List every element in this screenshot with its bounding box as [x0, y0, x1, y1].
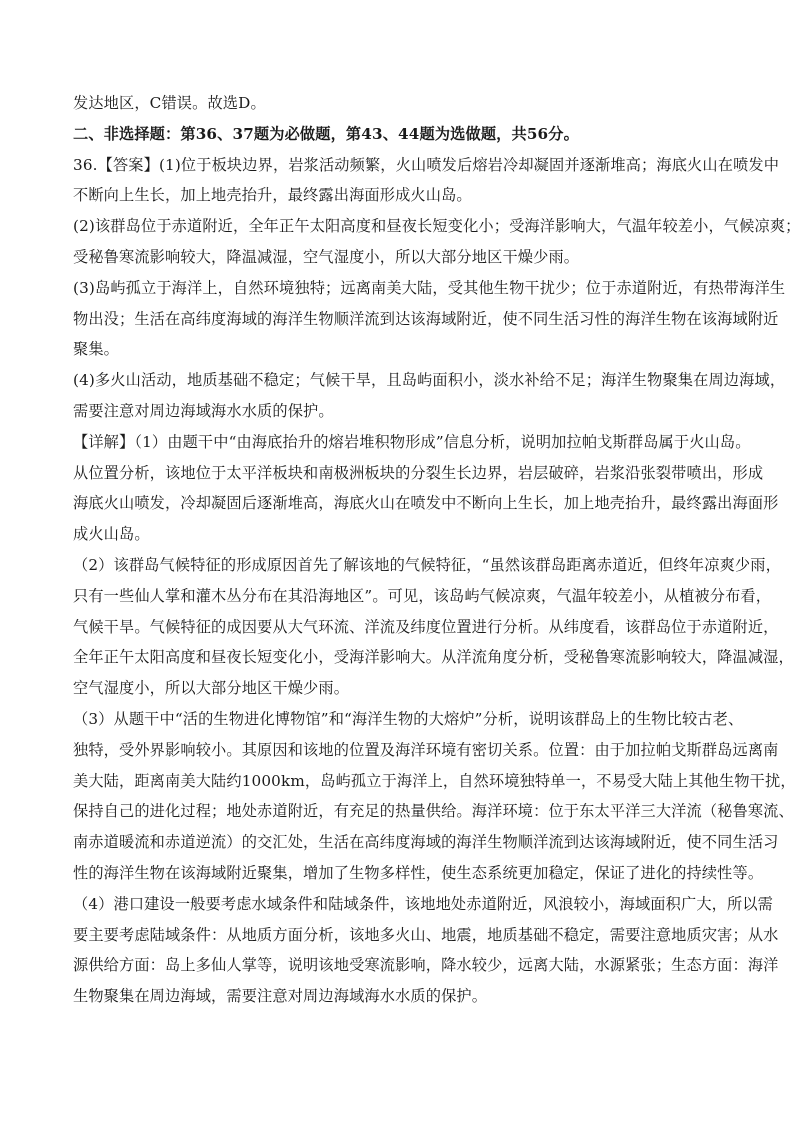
- explanation-line: （4）港口建设一般要考虑水域条件和陆域条件，该地地处赤道附近，风浪较小，海域面积广大，所以需: [73, 894, 773, 913]
- explanation-line: 海底火山喷发，冷却凝固后逐渐堆高，海底火山在喷发中不断向上生长，加上地壳抬升，最终露出海面形: [73, 494, 779, 513]
- answer-line: 需要注意对周边海域海水水质的保护。: [73, 401, 334, 420]
- section-heading: 二、非选择题：第36、37题为必做题，第43、44题为选做题，共56分。: [73, 124, 579, 143]
- answer-line: (3)岛屿孤立于海洋上，自然环境独特；远离南美大陆，受其他生物干扰少；位于赤道附近，有热带海洋生: [73, 278, 786, 297]
- explanation-line: 空气湿度小，所以大部分地区干燥少雨。: [73, 679, 350, 698]
- answer-line: 聚集。: [73, 340, 120, 359]
- explanation-line: 保持自己的进化过程；地处赤道附近，有充足的热量供给。海洋环境：位于东太平洋三大洋流（秘鲁寒流、: [73, 802, 794, 821]
- answer-line: 受秘鲁寒流影响较大，降温减湿，空气湿度小，所以大部分地区干燥少雨。: [73, 247, 580, 266]
- explanation-line: 从位置分析，该地位于太平洋板块和南极洲板块的分裂生长边界，岩层破碎，岩浆沿张裂带喷出，形成: [73, 463, 764, 482]
- explanation-line: 【详解】（1）由题干中“由海底抬升的熔岩堆积物形成”信息分析，说明加拉帕戈斯群岛属于火山岛。: [73, 432, 751, 451]
- explanation-line: 只有一些仙人掌和灌木丛分布在其沿海地区”。可见，该岛屿气候凉爽，气温年较差小，从植被分布看，: [73, 586, 772, 605]
- explanation-line: 成火山岛。: [73, 525, 150, 544]
- document-page: [73, 88, 800, 1012]
- explanation-line: 生物聚集在周边海域，需要注意对周边海域海水水质的保护。: [73, 987, 488, 1006]
- explanation-line: 气候干旱。气候特征的成因要从大气环流、洋流及纬度位置进行分析。从纬度看，该群岛位于赤道附近，: [73, 617, 779, 636]
- answer-line: (4)多火山活动，地质基础不稳定；气候干旱，且岛屿面积小，淡水补给不足；海洋生物聚集在周边海域，: [73, 371, 786, 390]
- text-line: 发达地区，C错误。故选D。: [73, 94, 266, 112]
- explanation-line: 性的海洋生物在该海域附近聚集，增加了生物多样性，使生态系统更加稳定，保证了进化的持续性等。: [73, 863, 764, 882]
- explanation-line: 要主要考虑陆域条件：从地质方面分析，该地多火山、地震，地质基础不稳定，需要注意地质灾害；从水: [73, 925, 779, 944]
- answer-line: 36.【答案】(1)位于板块边界，岩浆活动频繁，火山喷发后熔岩冷却凝固并逐渐堆高；海底火山在喷发中: [73, 155, 780, 174]
- explanation-line: 独特，受外界影响较小。其原因和该地的位置及海洋环境有密切关系。位置：由于加拉帕戈斯群岛远离南: [73, 740, 779, 759]
- answer-line: 物出没；生活在高纬度海域的海洋生物顺洋流到达该海域附近，使不同生活习性的海洋生物在该海域附近: [73, 309, 779, 328]
- explanation-line: 全年正午太阳高度和昼夜长短变化小，受海洋影响大。从洋流角度分析，受秘鲁寒流影响较大，降温减湿，: [73, 648, 794, 667]
- answer-line: (2)该群岛位于赤道附近，全年正午太阳高度和昼夜长短变化小；受海洋影响大，气温年较差小，气候凉爽；: [73, 217, 800, 236]
- explanation-line: 美大陆，距离南美大陆约1000km，岛屿孤立于海洋上，自然环境独特单一，不易受大陆上其他生物干扰，: [73, 771, 796, 790]
- explanation-line: （2）该群岛气候特征的形成原因首先了解该地的气候特征，“虽然该群岛距离赤道近，但终年凉爽少雨，: [73, 555, 781, 574]
- explanation-line: （3）从题干中“活的生物进化博物馆”和“海洋生物的大熔炉”分析，说明该群岛上的生物比较古老、: [73, 709, 744, 728]
- explanation-line: 源供给方面：岛上多仙人掌等，说明该地受寒流影响，降水较少，远离大陆，水源紧张；生态方面：海洋: [73, 956, 779, 975]
- answer-line: 不断向上生长，加上地壳抬升，最终露出海面形成火山岛。: [73, 186, 472, 205]
- explanation-line: 南赤道暖流和赤道逆流）的交汇处，生活在高纬度海域的海洋生物顺洋流到达该海域附近，使不同生活习: [73, 833, 779, 852]
